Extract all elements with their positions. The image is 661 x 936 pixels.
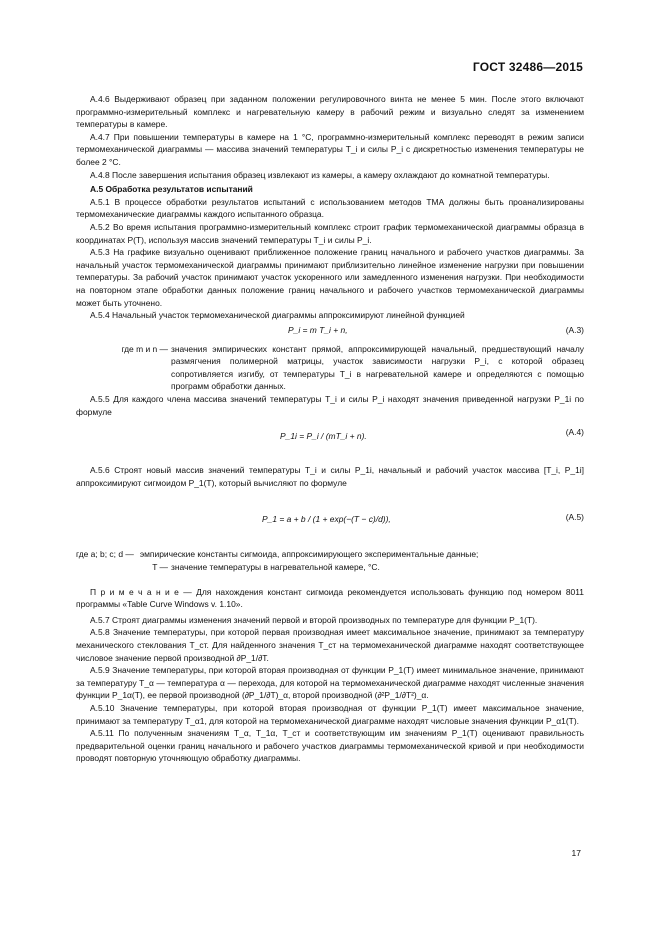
page-content bbox=[76, 93, 584, 765]
section-heading-a5: А.5 Обработка результатов испытаний bbox=[90, 184, 253, 195]
paragraph-a47: А.4.7 При повышении температуры в камере на 1 °С, программно-измерительный комплекс переводят в режим записи термомеханической диаграммы — массива значений температуры T_i и силы P_i с дискретностью изменения температуры не более 2 °С. bbox=[76, 131, 584, 167]
formula-a4-number: (А.4) bbox=[565, 427, 584, 438]
paragraph-a58: А.5.8 Значение температуры, при которой первая производная имеет максимальное значение, принимают за температуру механического стеклования T_ст. Для найденного значения T_ст на термомеханической диаграмме находят соответствующее числовое значение первой производной ∂P_1/∂T. bbox=[76, 627, 584, 663]
paragraph-a51: А.5.1 В процессе обработки результатов испытаний с использованием методов ТМА должны быть проанализированы термомеханические диаграммы каждого испытанного образца. bbox=[76, 196, 584, 220]
paragraph-a52: А.5.2 Во время испытания программно-измерительный комплекс строит график термомеханической диаграммы образца в координатах P(T), используя массив значений температуры T_i и силы P_i. bbox=[76, 221, 584, 245]
paragraph-a53: А.5.3 На графике визуально оценивают приближенное положение границ начального и рабочего участков диаграммы. За начальный участок термомеханической диаграммы принимают приблизительно линейное изменение нагрузки при повышении температуры. За рабочий участок принимают участок ускоренного или замедленного изменения нагрузки. При необходимости на повторном этапе обработки данных положение границ начального и рабочего участков термомеханической диаграммы может быть уточнено. bbox=[76, 247, 584, 308]
definition-label: T — bbox=[152, 562, 168, 573]
formula-a5-expression: P_1 = a + b / (1 + exp(−(T − c)/d)), bbox=[262, 514, 391, 525]
formula-a5 bbox=[76, 489, 584, 547]
definition-label: где a; b; c; d — bbox=[76, 549, 134, 560]
paragraph-a48: А.4.8 После завершения испытания образец извлекают из камеры, а камеру охлаждают до комнатной температуры. bbox=[90, 169, 550, 180]
definition-text: значения эмпирических констант прямой, аппроксимирующей начальный, предшествующий началу размягчения полимерной матрицы, участок зависимости нагрузки P_i, с которой образец сопротивляется изгибу, от температуры T_i в нагревательной камере и определяются с помощью программ обработки данных. bbox=[171, 343, 584, 392]
paragraph-a511: А.5.11 По полученным значениям T_α, T_1α, T_ст и соответствующим им значениям P_1(T) оценивают правильность предварительной оценки границ начального и рабочего участков диаграммы термомеханической кривой и при необходимости проводят повторную уточняющую обработку диаграммы. bbox=[76, 728, 584, 764]
definition-label: где m и n — bbox=[121, 343, 168, 354]
page-number: 17 bbox=[571, 848, 581, 858]
definitions-a3 bbox=[76, 343, 584, 393]
formula-a3 bbox=[76, 322, 584, 342]
paragraph-a54: А.5.4 Начальный участок термомеханической диаграммы аппроксимируют линейной функцией bbox=[90, 310, 465, 321]
note: П р и м е ч а н и е — Для нахождения констант сигмоида рекомендуется использовать функцию под номером 8011 программы «Table Curve Windows v. 1.10». bbox=[76, 586, 584, 610]
formula-a3-expression: P_i = m T_i + n, bbox=[288, 324, 348, 335]
paragraph-a59: А.5.9 Значение температуры, при которой вторая производная от функции P_1(T) имеет минимальное значение, принимают за температуру T_α — температура α — перехода, для которой на термомеханической диаграмме находят численные значения функции P_1α(T), ее первой производной (∂P_1/∂T)_α, второй производной (∂²P_1/∂T²)_α. bbox=[76, 665, 584, 701]
formula-a4-expression: P_1i = P_i / (mT_i + n). bbox=[280, 431, 367, 442]
formula-a5-number: (А.5) bbox=[565, 512, 584, 523]
definitions-a5 bbox=[76, 548, 584, 573]
paragraph-a46: А.4.6 Выдерживают образец при заданном положении регулировочного винта не менее 5 мин. После этого включают программно-измерительный комплекс и нагревательную камеру в рабочий режим и визуально следят за изменением температуры в камере. bbox=[76, 94, 584, 130]
definition-text: значение температуры в нагревательной камере, °С. bbox=[171, 562, 380, 573]
document-header: ГОСТ 32486—2015 bbox=[472, 60, 583, 74]
paragraph-a510: А.5.10 Значение температуры, при которой вторая производная от функции P_1(T) имеет максимальное значение, принимают за температуру T_α1, для которой на термомеханической диаграмме находят числовые значения функции P_α1(T). bbox=[76, 702, 584, 726]
paragraph-a55: А.5.5 Для каждого члена массива значений температуры T_i и силы P_i находят значения приведенной нагрузки P_1i по формуле bbox=[76, 394, 584, 417]
definition-text: эмпирические константы сигмоида, аппроксимирующего экспериментальные данные; bbox=[139, 549, 479, 560]
formula-a4 bbox=[76, 418, 584, 464]
paragraph-a57: А.5.7 Строят диаграммы изменения значений первой и второй производных по температуре для функции P_1(T). bbox=[90, 614, 538, 625]
paragraph-a56: А.5.6 Строят новый массив значений температуры T_i и силы P_1i, начальный и рабочий участок массива [T_i, P_1i] аппроксимируют сигмоидом P_1(T), который вычисляют по формуле bbox=[76, 465, 584, 488]
formula-a3-number: (А.3) bbox=[565, 324, 584, 335]
